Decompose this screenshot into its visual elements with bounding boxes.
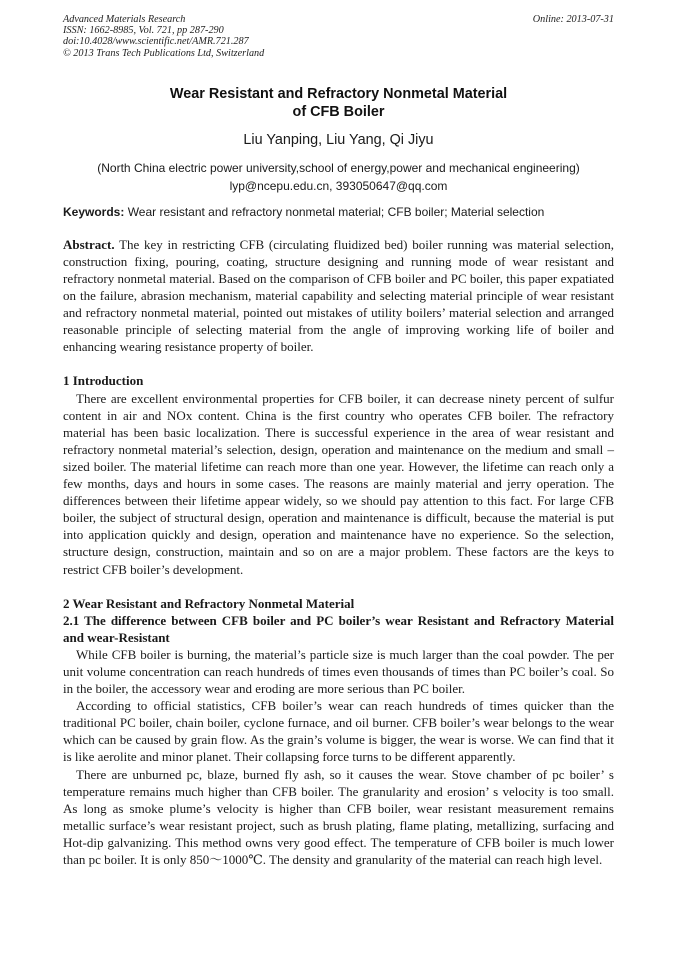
issn-line: ISSN: 1662-8985, Vol. 721, pp 287-290 [63, 25, 224, 37]
journal-header [63, 14, 614, 59]
online-date: Online: 2013-07-31 [532, 14, 614, 25]
title-line-2: of CFB Boiler [292, 103, 385, 120]
abstract-text: The key in restricting CFB (circulating fluidized bed) boiler running was material selection, construction fixing, pouring, coating, structure designing and running mode of wear resistant and refractory nonmetal material. Based on the comparison of CFB boiler and PC boiler, this paper expatiated on the failure, abrasion mechanism, material capability and selecting material principle of wear resistant and refractory nonmetal material, pointed out mistakes of utility boilers’ material selection and arranged reasonable principle of selecting material from the angle of improving working life of boiler and enhancing wearing resistance property of boiler. [63, 236, 614, 355]
subsection-heading-2-1: 2.1 The difference between CFB boiler and PC boiler’s wear Resistant and Refractory Material and wear-Resistant [63, 612, 614, 645]
paper-title [63, 85, 614, 121]
author-emails: lyp@ncepu.edu.cn, 393050647@qq.com [229, 178, 448, 193]
title-line-1: Wear Resistant and Refractory Nonmetal Material [169, 85, 508, 102]
doi-line: doi:10.4028/www.scientific.net/AMR.721.287 [63, 36, 249, 48]
keywords [63, 205, 614, 220]
keywords-text: Wear resistant and refractory nonmetal material; CFB boiler; Material selection [124, 204, 545, 219]
affiliation: (North China electric power university,school of energy,power and mechanical engineering) [97, 160, 580, 175]
paragraph-2-1-a: While CFB boiler is burning, the material’s particle size is much larger than the coal powder. The per unit volume concentration can reach hundreds of times even thousands of times than PC boiler’s coal. So in the boiler, the accessory wear and eroding are more serious than PC boiler. [63, 646, 614, 697]
abstract [63, 236, 614, 356]
section-heading-materials: 2 Wear Resistant and Refractory Nonmetal Material [63, 595, 355, 611]
intro-paragraph: There are excellent environmental properties for CFB boiler, it can decrease ninety percent of sulfur content in air and NOx content. China is the first country who operates CFB boiler. The refractory material has been basic localization. There is successful experience in the area of wear resistant and refractory nonmetal material’s selection, design, operation and maintenance on the medium and small – sized boiler. The material lifetime can reach more than one year. However, the lifetime can reach only a few months, days and hours in some cases. The reasons are mainly material and jerry operation. The differences between their lifetime appear widely, so we should pay attention to this fact. For large CFB boiler, the subject of structural design, operation and maintenance is difficult, because the material is put into application quickly and design, operation and maintenance have no experience. So the selection, structure design, construction, maintain and so on are a major problem. These factors are the keys to restrict CFB boiler’s development. [63, 390, 614, 577]
paper-page [63, 14, 614, 868]
author-list: Liu Yanping, Liu Yang, Qi Jiyu [243, 131, 434, 148]
abstract-label: Abstract. [63, 236, 115, 252]
section-heading-introduction: 1 Introduction [63, 373, 144, 389]
keywords-label: Keywords: [63, 204, 125, 219]
paragraph-2-1-b: According to official statistics, CFB boiler’s wear can reach hundreds of times quicker than the traditional PC boiler, chain boiler, cyclone furnace, and oil burner. CFB boiler’s wear belongs to the wear which can be caused by grain flow. As the grain’s volume is bigger, the wear is worse. We can find that it is like aerolite and minor planet. Their collapsing force turns to be different apparently. [63, 698, 614, 765]
copyright-line: © 2013 Trans Tech Publications Ltd, Switzerland [63, 47, 265, 59]
journal-name: Advanced Materials Research [63, 14, 186, 25]
affiliation-block [63, 159, 614, 195]
paragraph-2-1-c: There are unburned pc, blaze, burned fly ash, so it causes the wear. Stove chamber of pc boiler’ s temperature remains much higher than CFB boiler. The granularity and erosion’ s velocity is too small. As long as smoke plume’s velocity is higher than CFB boiler, wear resistant measurement remains metallic surface’s wear resistant project, such as brush plating, flame plating, metallizing, surfacing and Hot-dip galvanizing. This method owns very good effect. The temperature of CFB boiler is much lower than pc boiler. It is only 850～1000℃. The density and granularity of the material can reach high level. [63, 766, 614, 867]
